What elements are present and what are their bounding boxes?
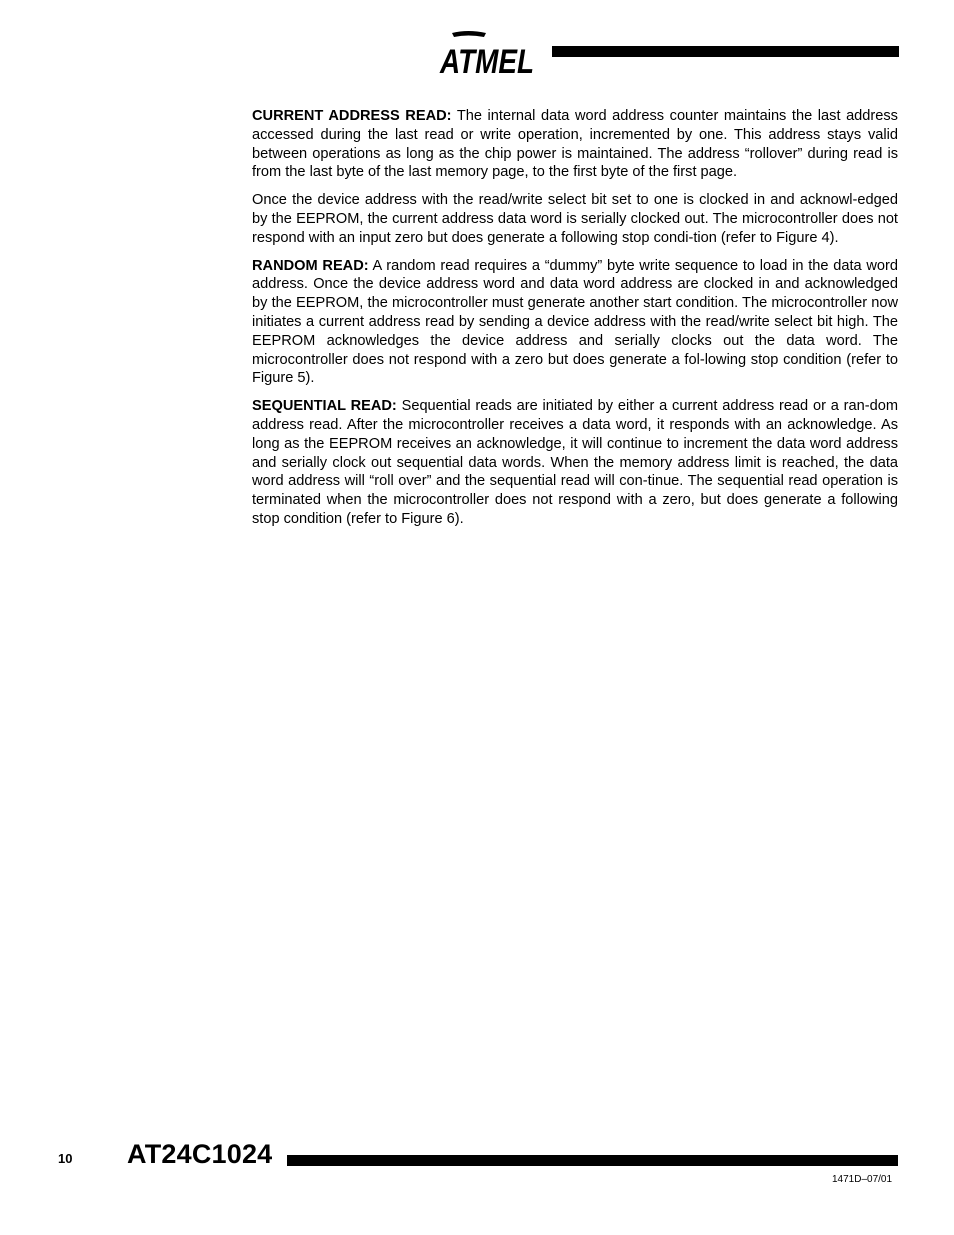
paragraph-text: Once the device address with the read/write select bit set to one is clocked in and acknowl-edged by the EEPROM, the current address data word is serially clocked out. The microcontroller does not respond with an input zero but does generate a following stop condi-tion (refer to Figure 4). [252,192,898,246]
body-text [252,107,898,538]
section-heading: SEQUENTIAL READ: [252,398,397,415]
page-number: 10 [58,1151,73,1166]
svg-text:ATMEL: ATMEL [439,43,534,81]
paragraph-sequential-read [252,397,898,529]
atmel-logo [438,29,538,79]
paragraph-current-address-read-detail [252,191,898,247]
paragraph-text: A random read requires a “dummy” byte write sequence to load in the data word address. Once the device address word and data word address are clocked in and acknowledged by the EEPROM, the microcontroller must generate another start condition. The microcontroller now initiates a current address read by sending a device address with the read/write select bit high. The EEPROM acknowledges the device address and serially clocks out the data word. The microcontroller does not respond with a zero but does generate a fol-lowing stop condition (refer to Figure 5). [252,257,899,387]
paragraph-current-address-read [252,107,898,182]
section-heading: RANDOM READ: [252,257,369,274]
header-rule [552,46,899,57]
footer-rule [287,1155,898,1166]
part-name: AT24C1024 [127,1139,273,1169]
section-heading: CURRENT ADDRESS READ: [252,108,452,124]
paragraph-text: The internal data word address counter maintains the last address accessed during the last read or write operation, incremented by one. This address stays valid between operations as long as the chip power is maintained. The address “rollover” during read is from the last byte of the last memory page, to the first byte of the first page. [252,108,898,181]
document-code: 1471D–07/01 [832,1174,893,1185]
paragraph-random-read [252,257,898,389]
paragraph-text: Sequential reads are initiated by either a current address read or a ran-dom address read. After the microcontroller receives a data word, it responds with an acknowledge. As long as the EEPROM receives an acknowledge, it will continue to increment the data word address and serially clock out sequential data words. When the memory address limit is reached, the data word address will “roll over” and the sequential read will con-tinue. The sequential read operation is terminated when the microcontroller does not respond with a zero, but does generate a following stop condition (refer to Figure 6). [252,398,898,527]
